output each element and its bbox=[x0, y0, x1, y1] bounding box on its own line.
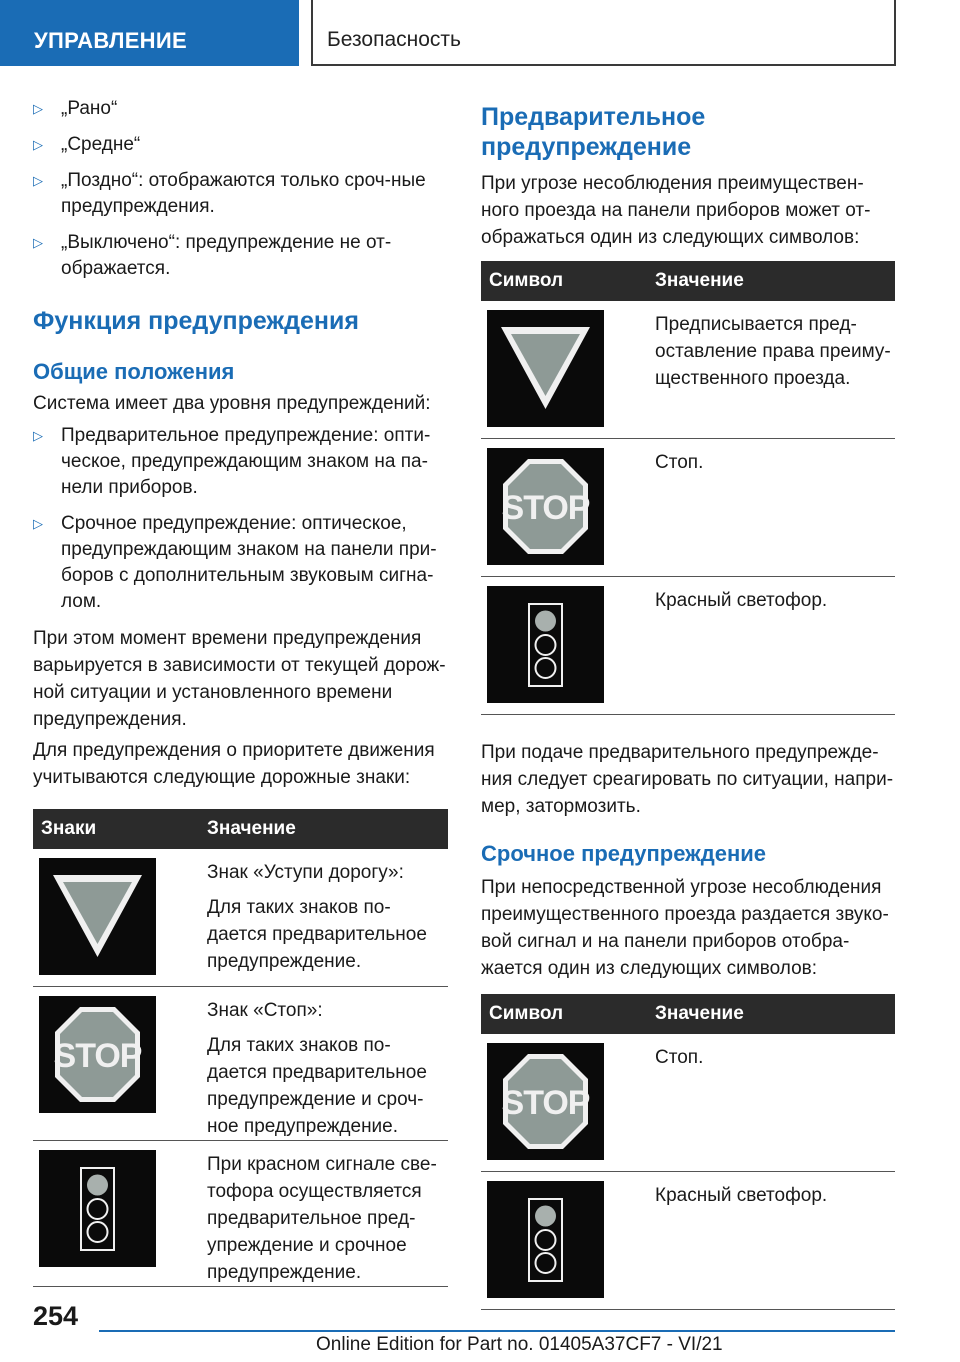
triangle-bullet-icon: ▷ bbox=[33, 173, 43, 188]
page-header bbox=[0, 0, 960, 66]
paragraph: При непосредственной угрозе несоблюдения преимущественного проезда раздается звуко-вой сигнал и на панели приборов отобра-жается один из следующих символов: bbox=[481, 877, 889, 979]
table-row bbox=[33, 849, 448, 987]
traffic-light-icon bbox=[39, 1150, 156, 1267]
stop-sign-icon bbox=[487, 448, 604, 565]
paragraph: Для предупреждения о приоритете движения учитываются следующие дорожные знаки: bbox=[33, 740, 435, 788]
column-header: Значение bbox=[199, 809, 448, 849]
triangle-bullet-icon: ▷ bbox=[33, 428, 43, 443]
symbol-cell bbox=[33, 987, 199, 1141]
symbol-cell bbox=[481, 301, 647, 439]
table-header-row bbox=[33, 809, 448, 849]
meaning-cell bbox=[647, 577, 895, 715]
column-header: Значение bbox=[647, 261, 895, 301]
column-header: Символ bbox=[481, 261, 647, 301]
meaning-cell bbox=[647, 1172, 895, 1310]
svg-text:STOP: STOP bbox=[501, 489, 590, 527]
symbol-cell bbox=[481, 1172, 647, 1310]
meaning-cell bbox=[199, 1141, 448, 1287]
symbol-cell bbox=[33, 849, 199, 987]
traffic-light-icon bbox=[487, 1181, 604, 1298]
stop-sign-icon bbox=[39, 996, 156, 1113]
section-tab: УПРАВЛЕНИЕ bbox=[0, 0, 299, 66]
table-row bbox=[481, 1034, 895, 1172]
subsection-heading: Срочное предупреждение bbox=[481, 841, 767, 866]
table-row bbox=[33, 1141, 448, 1287]
warning-levels-list bbox=[33, 423, 448, 615]
meaning-text: Знак «Стоп»: bbox=[207, 1000, 323, 1021]
urgent-symbols-table bbox=[481, 994, 895, 1310]
table-row bbox=[481, 577, 895, 715]
meaning-text: Для таких знаков по-дается предварительное предупреждение. bbox=[207, 897, 427, 972]
section-heading: Предварительное предупреждение bbox=[481, 103, 706, 161]
table-row bbox=[33, 987, 448, 1141]
left-column bbox=[33, 96, 448, 1287]
svg-text:STOP: STOP bbox=[53, 1037, 142, 1075]
meaning-text: Стоп. bbox=[655, 452, 704, 473]
subsection-heading: Общие положения bbox=[33, 359, 235, 384]
footer-divider bbox=[99, 1330, 895, 1332]
meaning-text: Для таких знаков по-дается предварительное предупреждение и сроч-ное предупреждение. bbox=[207, 1035, 427, 1137]
meaning-text: Предписывается пред-оставление права преиму-щественного проезда. bbox=[655, 314, 891, 389]
paragraph: При подаче предварительного предупрежде-ния следует среагировать по ситуации, напри-мер, затормозить. bbox=[481, 742, 894, 817]
meaning-text: Стоп. bbox=[655, 1047, 704, 1068]
column-header: Знаки bbox=[33, 809, 199, 849]
right-column bbox=[481, 96, 895, 1310]
meaning-cell bbox=[647, 301, 895, 439]
symbol-cell bbox=[481, 577, 647, 715]
list-item: ▷ Срочное предупреждение: оптическое, предупреждающим знаком на панели при-боров с дополнительным звуковым сигна-лом. bbox=[33, 513, 437, 612]
traffic-light-icon bbox=[487, 586, 604, 703]
symbol-cell bbox=[481, 1034, 647, 1172]
meaning-cell bbox=[199, 849, 448, 987]
symbol-cell bbox=[481, 439, 647, 577]
chapter-title: Безопасность bbox=[311, 0, 896, 66]
meaning-text: При красном сигнале све-тофора осуществляется предварительное пред-упреждение и срочное предупреждение. bbox=[207, 1154, 437, 1283]
list-item: ▷ „Средне“ bbox=[3, 132, 448, 158]
table-row bbox=[481, 301, 895, 439]
paragraph: При угрозе несоблюдения преимуществен-ного проезда на панели приборов может от-ображаться один из следующих символов: bbox=[481, 173, 871, 248]
list-item: ▷ „Выключено“: предупреждение не от-ображается. bbox=[33, 232, 392, 279]
section-heading: Функция предупреждения bbox=[33, 307, 359, 335]
stop-sign-icon bbox=[487, 1043, 604, 1160]
triangle-bullet-icon: ▷ bbox=[33, 101, 43, 116]
table-row bbox=[481, 439, 895, 577]
paragraph: Система имеет два уровня предупреждений: bbox=[33, 393, 431, 414]
table-row bbox=[481, 1172, 895, 1310]
meaning-cell bbox=[647, 439, 895, 577]
meaning-text: Красный светофор. bbox=[655, 1185, 828, 1206]
triangle-bullet-icon: ▷ bbox=[33, 516, 43, 531]
triangle-bullet-icon: ▷ bbox=[33, 137, 43, 152]
svg-text:STOP: STOP bbox=[501, 1084, 590, 1122]
column-header: Символ bbox=[481, 994, 647, 1034]
meaning-text: Красный светофор. bbox=[655, 590, 828, 611]
column-header: Значение bbox=[647, 994, 895, 1034]
precaution-symbols-table bbox=[481, 261, 895, 715]
meaning-text: Знак «Уступи дорогу»: bbox=[207, 862, 404, 883]
table-header-row bbox=[481, 261, 895, 301]
warning-time-options bbox=[3, 96, 448, 282]
symbol-cell bbox=[33, 1141, 199, 1287]
meaning-cell bbox=[199, 987, 448, 1141]
page-number: 254 bbox=[33, 1301, 79, 1331]
yield-sign-icon bbox=[487, 310, 604, 427]
triangle-bullet-icon: ▷ bbox=[33, 235, 43, 250]
table-header-row bbox=[481, 994, 895, 1034]
paragraph: При этом момент времени предупреждения варьируется в зависимости от текущей дорож-ной ситуации и установленного времени предупреждения. bbox=[33, 628, 446, 730]
yield-sign-icon bbox=[39, 858, 156, 975]
edition-note: Online Edition for Part no. 01405A37CF7 - VI/21 bbox=[316, 1334, 723, 1355]
list-item: ▷ „Поздно“: отображаются только сроч-ные предупреждения. bbox=[33, 170, 426, 217]
meaning-cell bbox=[647, 1034, 895, 1172]
list-item: ▷ „Рано“ bbox=[3, 96, 448, 122]
list-item: ▷ Предварительное предупреждение: опти-ческое, предупреждающим знаком на па-нели приборов. bbox=[33, 425, 431, 498]
signs-table bbox=[33, 809, 448, 1287]
